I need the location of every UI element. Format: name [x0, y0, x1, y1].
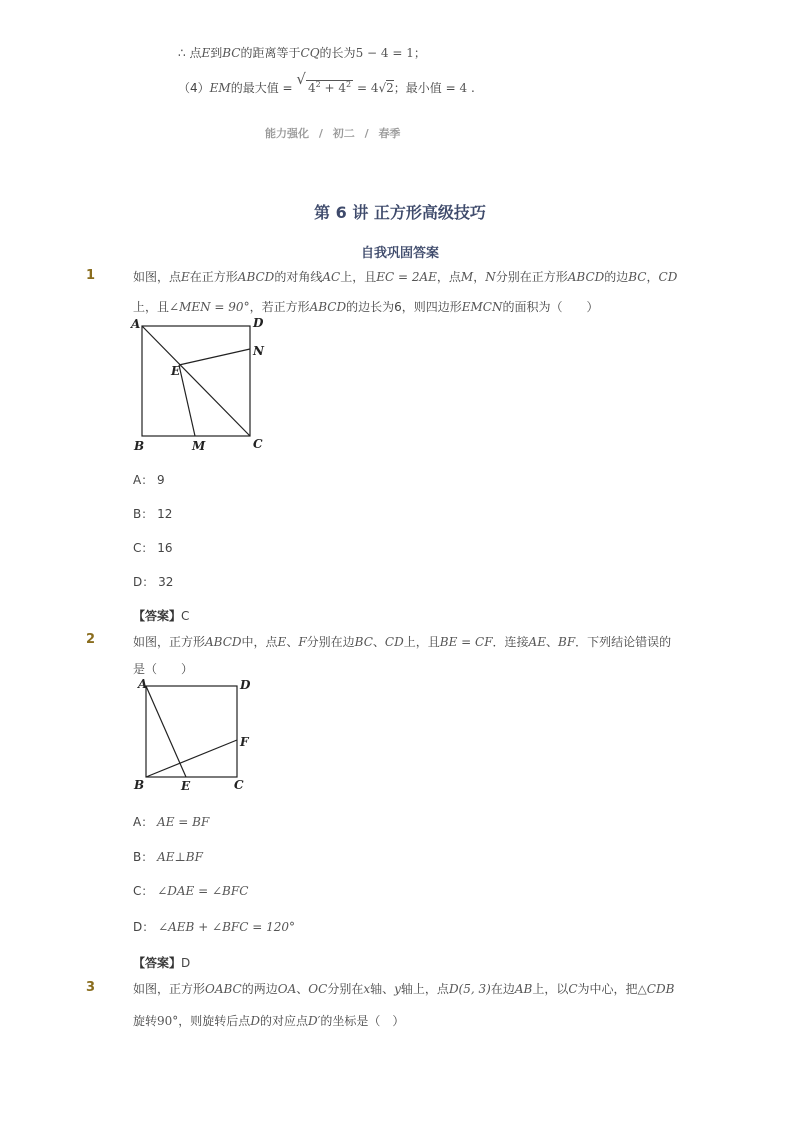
question-2-figure — [128, 676, 258, 796]
breadcrumb: 能力强化 / 初二 / 春季 — [265, 127, 401, 140]
label-d: D — [253, 316, 264, 330]
prev-line-2: （4）EM的最大值 = √ $4^2 + 4^2 = 4√2$；最小值 = 4 . — [178, 70, 475, 95]
label-c: C — [253, 437, 263, 451]
label-e: E — [181, 779, 191, 793]
question-number: 1 — [86, 268, 96, 283]
option-a[interactable]: A： 9 — [133, 473, 165, 487]
segment-en — [179, 349, 250, 365]
prev-line-1: ∴ 点E到BC的距离等于CQ的长为5 − 4 = 1； — [178, 46, 426, 60]
diagonal-ac — [142, 326, 250, 436]
option-a[interactable]: A： AE = BF — [133, 815, 210, 829]
question-2-line-2: 是（ ） — [133, 662, 194, 676]
label-a: A — [138, 677, 148, 691]
segment-em — [179, 365, 195, 436]
question-number: 2 — [86, 632, 96, 647]
label-b: B — [134, 439, 145, 453]
answer: 【答案】C — [133, 609, 190, 623]
label-c: C — [234, 778, 244, 792]
question-2-line-1: 如图，正方形ABCD中，点E、F分别在边BC、CD上，且BE = CF．连接AE、BF．下列结论错误的 — [133, 635, 672, 649]
option-c[interactable]: C： ∠DAE = ∠BFC — [133, 884, 249, 898]
question-1-line-1: 如图，点E在正方形ABCD的对角线AC上，且EC = 2AE，点M，N分别在正方形ABCD的边BC，CD — [133, 270, 678, 284]
option-b[interactable]: B： AE⊥BF — [133, 850, 203, 864]
label-a: A — [131, 317, 141, 331]
question-1-figure — [128, 314, 274, 456]
section-title: 自我巩固答案 — [360, 246, 439, 261]
answer: 【答案】D — [133, 956, 191, 970]
label-m: M — [192, 439, 206, 453]
label-d: D — [240, 678, 251, 692]
option-b[interactable]: B： 12 — [133, 507, 173, 521]
question-1-line-2: 上，且∠MEN = 90°，若正方形ABCD的边长为6，则四边形EMCN的面积为（ ） — [133, 300, 599, 314]
segment-bf — [146, 740, 237, 777]
option-d[interactable]: D： ∠AEB + ∠BFC = 120° — [133, 920, 296, 934]
label-e: E — [171, 364, 181, 378]
square-abcd — [146, 686, 237, 777]
question-3-line-1: 如图，正方形OABC的两边OA、OC分别在x轴、y轴上，点D(5, 3)在边AB上，以C为中心，把△CDB — [133, 982, 675, 996]
label-f: F — [240, 735, 249, 749]
question-number: 3 — [86, 980, 96, 995]
label-b: B — [134, 778, 145, 792]
option-d[interactable]: D： 32 — [133, 575, 174, 589]
label-n: N — [253, 344, 264, 358]
lesson-title: 第 6 讲 正方形高级技巧 — [314, 203, 486, 222]
question-3-line-2: 旋转90°，则旋转后点D的对应点D′的坐标是（ ） — [133, 1014, 405, 1028]
option-c[interactable]: C： 16 — [133, 541, 173, 555]
